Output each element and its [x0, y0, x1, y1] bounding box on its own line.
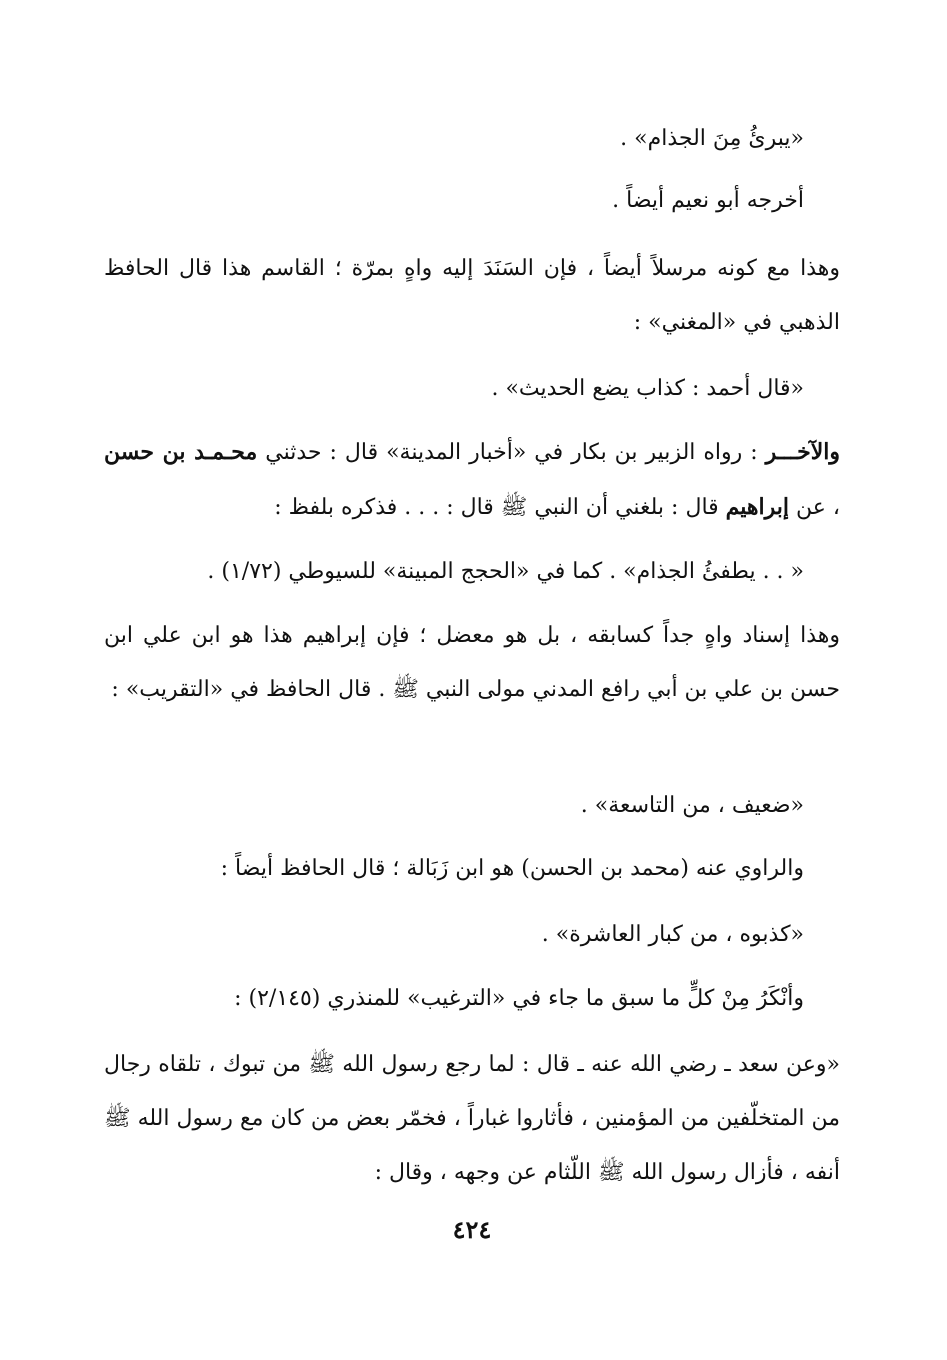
- text-run: ، عن: [789, 495, 840, 520]
- page-number: ٤٢٤: [452, 1215, 492, 1244]
- paragraph: والراوي عنه (محمد بن الحسن) هو ابن زَبَالة ؛ قال الحافظ أيضاً :: [220, 856, 804, 881]
- paragraph: أخرجه أبو نعيم أيضاً .: [612, 188, 804, 213]
- section-lead-word: والآخـــر: [765, 439, 840, 465]
- quote-paragraph: «وعن سعد ـ رضي الله عنه ـ قال : لما رجع رسول الله ﷺ من تبوك ، تلقاه رجال من المتخلّفين من المؤمنين ، فأثاروا غباراً ، فخمّر بعض من كان مع رسول الله ﷺ أنفه ، فأزال رسول الله ﷺ اللّثام عن وجهه ، وقال :: [104, 1052, 840, 1185]
- narrator-name: محـمـد بن حسن: [104, 439, 258, 465]
- paragraph: وأنْكَرُ مِنْ كلٍّ ما سبق ما جاء في «الترغيب» للمنذري (٢/١٤٥) :: [234, 986, 804, 1011]
- quote-line: «كذبوه ، من كبار العاشرة» .: [541, 922, 804, 947]
- quote-line: «ضعيف ، من التاسعة» .: [580, 793, 804, 818]
- narrator-name: إبراهيم: [725, 494, 790, 520]
- paragraph: وهذا إسناد واهٍ جداً كسابقه ، بل هو معضل ؛ فإن إبراهيم هذا هو ابن علي ابن حسن بن علي بن أبي رافع المدني مولى النبي ﷺ . قال الحافظ في «التقريب» :: [104, 623, 840, 702]
- quote-line: « . . يطفئُ الجذام» . كما في «الحجج المبينة» للسيوطي (١/٧٢) .: [207, 559, 804, 584]
- paragraph: [104, 425, 840, 535]
- text-run: قال : بلغني أن النبي ﷺ قال : . . . فذكره بلفظ :: [274, 495, 726, 520]
- text-run: : رواه الزبير بن بكار في «أخبار المدينة» قال : حدثني: [257, 440, 766, 465]
- document-page: [104, 112, 840, 1312]
- paragraph: وهذا مع كونه مرسلاً أيضاً ، فإن السَنَدَ إليه واهٍ بمرّة ؛ القاسم هذا قال الحافظ الذهبي في «المغني» :: [104, 256, 840, 335]
- quote-line: «قال أحمد : كذاب يضع الحديث» .: [491, 376, 804, 401]
- quote-line: «يبرئُ مِنَ الجذام» .: [620, 126, 804, 151]
